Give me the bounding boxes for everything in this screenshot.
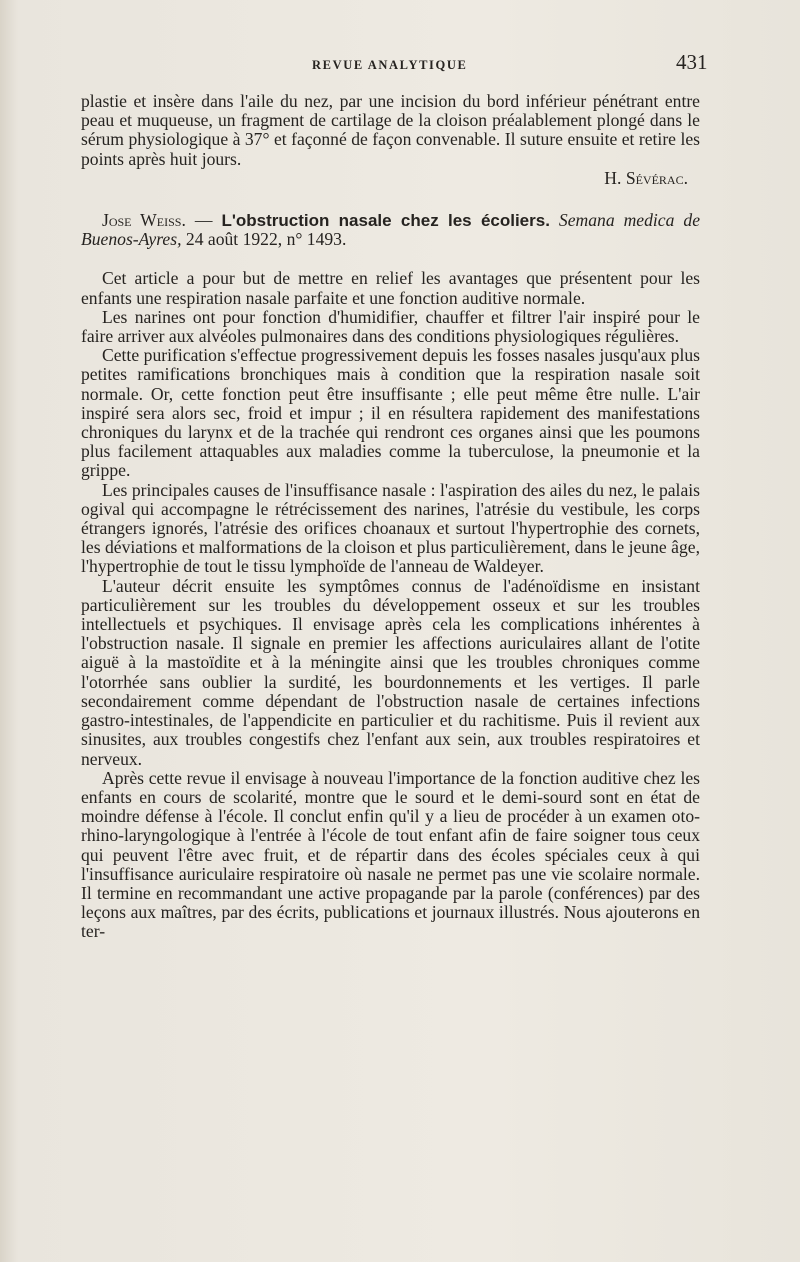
entry-author: Jose Weiss.	[102, 210, 186, 231]
paragraph: Cette purification s'effectue progressivement depuis les fosses nasales jusqu'aux plus petites ramifications bronchiques mais à condition que la respiration nasale soit normale. Or, cette fonction peut être insuffisante ; elle peut même être nulle. L'air inspiré sera alors sec, froid et impur ; il en résultera rapidement des manifestations chroniques du larynx et de la trachée qui rendront ces organes ainsi que les poumons plus facilement attaquables aux maladies comme la tuberculose, la pneumonie et la grippe.	[81, 345, 700, 481]
paragraph: Les narines ont pour fonction d'humidifier, chauffer et filtrer l'air inspiré pour le faire arriver aux alvéoles pulmonaires dans des conditions physiologiques régulières.	[81, 306, 700, 347]
page-body	[81, 92, 700, 942]
paragraph: L'auteur décrit ensuite les symptômes connus de l'adénoïdisme en insistant particulièrement sur les troubles du développement osseux et sur les troubles intellectuels et psychiques. Il envisage après cela les complications inhérentes à l'obstruction nasale. Il signale en premier les affections auriculaires allant de l'otite aiguë à la mastoïdite et à la méningite ainsi que les troubles chroniques comme l'otorrhée sans oublier la surdité, les bourdonnements et les vertiges. Il parle secondairement comme dépendant de l'obstruction nasale de certaines infections gastro-intestinales, de l'appendicite en particulier et du rachitisme. Puis il revient aux sinusites, aux troubles congestifs chez l'enfant aux sein, aux troubles respiratoires et nerveux.	[81, 575, 700, 769]
previous-entry-text	[81, 92, 700, 188]
entry-date: 24 août 1922, n° 1493.	[181, 229, 347, 250]
paragraph: Après cette revue il envisage à nouveau l'importance de la fonction auditive chez les enfants en cours de scolarité, montre que le sourd et le demi-sourd sont en état de moindre défense à l'école. Il conclut enfin qu'il y a lieu de procéder à un examen oto-rhino-laryngologique à l'entrée à l'école de tout enfant afin de faire soigner tous ceux qui peuvent l'être avec fruit, et de répartir dans des écoles spéciales ceux à qui l'insuffisance auriculaire respiratoire où nasale ne permet pas une vie scolaire normale. Il termine en recommandant une active propagande par la parole (conférences) par des leçons aux maîtres, par des écrits, publications et journaux illustrés. Nous ajouterons en ter-	[81, 767, 700, 942]
entry-dash: —	[185, 210, 222, 231]
entry-journal: Semana medica de Buenos-Ayres,	[81, 210, 701, 250]
page-number: 431	[676, 50, 708, 74]
reviewer-signature: H. Sévérac.	[604, 167, 688, 188]
entry-title: L'obstruction nasale chez les écoliers.	[221, 211, 550, 231]
entry-heading	[81, 211, 700, 249]
previous-entry-paragraph: plastie et insère dans l'aile du nez, par une incision du bord inférieur pénétrant entre peau et muqueuse, un fragment de cartilage de la cloison préalablement plongé dans le sérum physiologique à 37° et façonné de façon convenable. Il suture ensuite et retire les points après huit jours.	[81, 91, 700, 169]
running-title: REVUE ANALYTIQUE	[312, 58, 468, 72]
paragraph: Les principales causes de l'insuffisance nasale : l'aspiration des ailes du nez, le palais ogival qui accompagne le rétrécissement des narines, l'atrésie du vestibule, les corps étrangers ignorés, l'atrésie des orifices choanaux et surtout l'hypertrophie des cornets, les déviations et malformations de la cloison et plus particulièrement, dans le jeune âge, l'hypertrophie de tout le tissu lymphoïde de l'anneau de Waldeyer.	[81, 479, 700, 577]
paragraph: Cet article a pour but de mettre en relief les avantages que présentent pour les enfants une respiration nasale parfaite et une fonction auditive normale.	[81, 268, 700, 308]
